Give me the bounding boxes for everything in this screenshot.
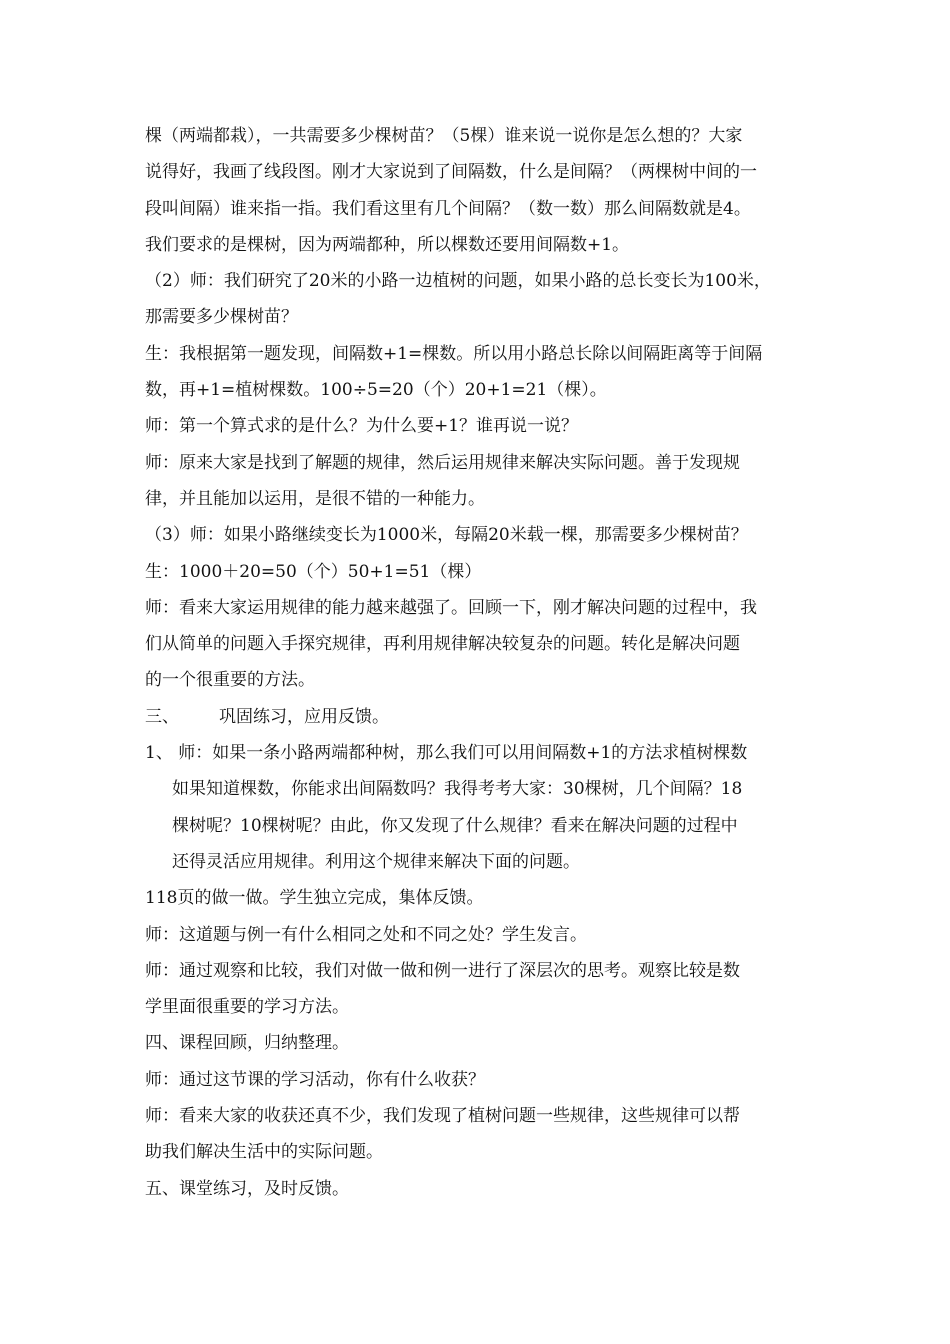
- text-line: 师：看来大家运用规律的能力越来越强了。回顾一下，刚才解决问题的过程中，我: [145, 597, 757, 618]
- text-line: 师：这道题与例一有什么相同之处和不同之处？学生发言。: [145, 924, 587, 945]
- text-line: 律，并且能加以运用，是很不错的一种能力。: [145, 488, 485, 509]
- text-line: 生：1000＋20=50（个）50+1=51（棵）: [145, 561, 482, 582]
- list-item-continuation: 如果知道棵数，你能求出间隔数吗？我得考考大家：30棵树，几个间隔？18: [172, 779, 743, 800]
- text-line: 生：我根据第一题发现，间隔数+1=棵数。所以用小路总长除以间隔距离等于间隔: [145, 343, 763, 364]
- list-item-continuation: 还得灵活应用规律。利用这个规律来解决下面的问题。: [172, 851, 580, 872]
- text-line: 段叫间隔）谁来指一指。我们看这里有几个间隔？（数一数）那么间隔数就是4。: [145, 198, 751, 219]
- text-line: 助我们解决生活中的实际问题。: [145, 1142, 383, 1163]
- list-item-continuation: 棵树呢？10棵树呢？由此，你又发现了什么规律？看来在解决问题的过程中: [172, 815, 738, 836]
- text-line: （3）师：如果小路继续变长为1000米，每隔20米载一棵，那需要多少棵树苗？: [145, 525, 748, 546]
- section-heading: 四、课程回顾，归纳整理。: [145, 1033, 349, 1054]
- text-line: 学里面很重要的学习方法。: [145, 997, 349, 1018]
- section-heading: [145, 699, 811, 735]
- text-line: 师：通过观察和比较，我们对做一做和例一进行了深层次的思考。观察比较是数: [145, 960, 740, 981]
- text-line: 说得好，我画了线段图。刚才大家说到了间隔数，什么是间隔？（两棵树中间的一: [145, 162, 757, 183]
- text-line: 们从简单的问题入手探究规律，再利用规律解决较复杂的问题。转化是解决问题: [145, 634, 740, 655]
- section-number: 三、: [145, 706, 179, 727]
- section-title: 巩固练习，应用反馈。: [219, 706, 389, 727]
- text-line: 师：看来大家的收获还真不少，我们发现了植树问题一些规律，这些规律可以帮: [145, 1106, 740, 1127]
- text-line: 棵（两端都栽），一共需要多少棵树苗？（5棵）谁来说一说你是怎么想的？大家: [145, 126, 743, 146]
- text-line: 师：第一个算式求的是什么？为什么要+1？谁再说一说？: [145, 416, 579, 437]
- text-line: 师：原来大家是找到了解题的规律，然后运用规律来解决实际问题。善于发现规: [145, 452, 740, 473]
- text-line: 那需要多少棵树苗？: [145, 307, 298, 328]
- text-line: 的一个很重要的方法。: [145, 670, 315, 691]
- text-line: 118页的做一做。学生独立完成，集体反馈。: [145, 888, 484, 909]
- list-item: 1、 师：如果一条小路两端都种树，那么我们可以用间隔数+1的方法求植树棵数: [145, 743, 748, 764]
- text-line: 我们要求的是棵树，因为两端都种，所以棵数还要用间隔数+1。: [145, 234, 630, 255]
- document-body: [145, 118, 811, 1207]
- text-line: 师：通过这节课的学习活动，你有什么收获？: [145, 1069, 485, 1090]
- section-heading: 五、课堂练习，及时反馈。: [145, 1178, 349, 1199]
- text-line: 数，再+1=植树棵数。100÷5=20（个）20+1=21（棵）。: [145, 380, 607, 401]
- text-line: （2）师：我们研究了20米的小路一边植树的问题，如果小路的总长变长为100米，: [145, 271, 771, 292]
